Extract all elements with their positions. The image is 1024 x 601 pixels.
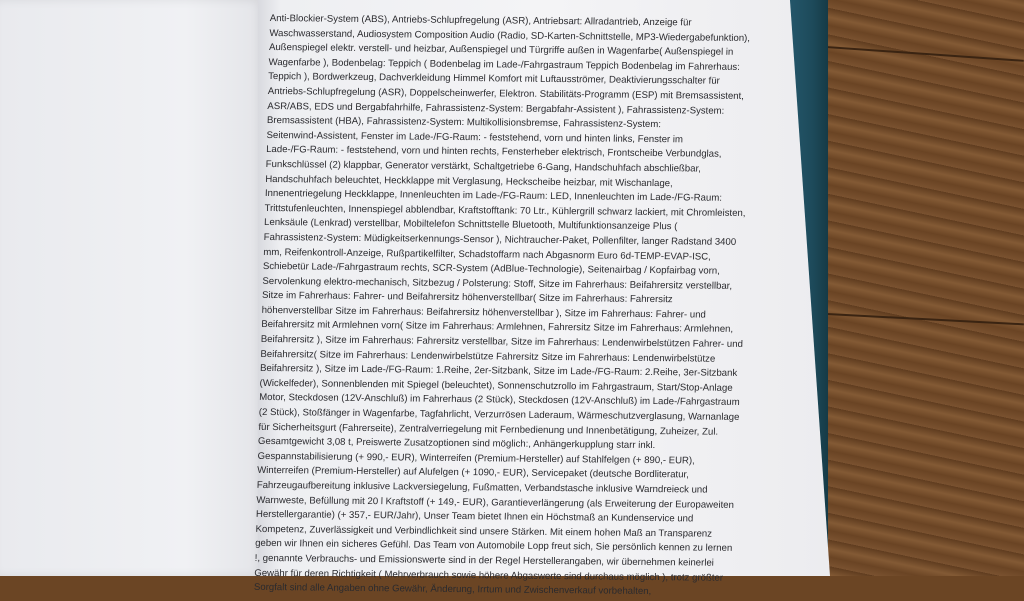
text-line: Trittstufenleuchten, Innenspiegel abblendbar, Kraftstofftank: 70 Ltr., Kühlergrill schwarz lackiert, mit Chromleisten,	[264, 202, 746, 219]
text-line: !, genannte Verbrauchs- und Emissionswerte sind in der Regel Herstellerangaben, wir übernehmen keinerlei	[254, 552, 715, 569]
text-line: Motor, Steckdosen (12V-Anschluß) im Fahrerhaus (2 Stück), Steckdosen (12V-Anschluß) im Lade-/Fahrgastraum	[259, 392, 740, 409]
text-line: Antriebs-Schlupfregelung (ASR), Doppelscheinwerfer, Elektron. Stabilitäts-Programm (ESP) mit Bremsassistent,	[267, 85, 745, 102]
text-line: Sorgfalt sind alle Angaben ohne Gewähr, Änderung, Irrtum und Zwischenverkauf vorbehalten,	[253, 582, 652, 598]
text-line: Teppich ), Bordwerkzeug, Dachverkleidung Himmel Komfort mit Luftausströmer, Deaktivierungsschalter für	[268, 71, 720, 88]
text-line: höhenverstellbar Sitze im Fahrerhaus: Beifahrersitz höhenverstellbar ), Sitze im Fahrerhaus: Fahrer- und	[261, 304, 706, 321]
text-line: Warnweste, Befüllung mit 20 l Kraftstoff (+ 149,- EUR), Garantieverlängerung (als Erweiterung der Europaweiten	[256, 494, 735, 511]
text-line: geben wir Ihnen ein sicheres Gefühl. Das Team von Automobile Lopp freut sich, Sie persönlich kennen zu lernen	[254, 538, 733, 555]
text-line: Beifahrersitz ), Sitze im Lade-/FG-Raum: 1.Reihe, 2er-Sitzbank, Sitze im Lade-/FG-Raum: 2.Reihe, 3er-Sitzbank	[259, 363, 738, 380]
text-line: Fahrzeugaufbereitung inklusive Lackversiegelung, Fußmatten, Verbandstasche inklusive Warndreieck und	[256, 479, 708, 496]
text-line: Wagenfarbe ), Bodenbelag: Teppich ( Bodenbelag im Lade-/Fahrgastraum Teppich Bodenbelag im Fahrerhaus:	[268, 56, 741, 73]
text-line: Gesamtgewicht 3,08 t, Preiswerte Zusatzoptionen sind möglich:, Anhängerkupplung starr inkl.	[257, 436, 656, 452]
text-line: Außenspiegel elektr. verstell- und heizbar, Außenspiegel und Türgriffe außen in Wagenfarbe( Außenspiegel in	[268, 42, 734, 59]
text-line: (2 Stück), Stoßfänger in Wagenfarbe, Tagfahrlicht, Verzurrösen Laderaum, Wärmeschutzverglasung, Warnanlage	[258, 406, 740, 423]
text-line: Beifahrersitz ), Sitze im Fahrerhaus: Fahrersitz verstellbar, Sitze im Fahrerhaus: Lendenwirbelstützen Fahrer- und	[260, 333, 743, 351]
text-line: Fahrassistenz-System: Müdigkeitserkennungs-Sensor ), Nichtraucher-Paket, Pollenfilter, langer Radstand 3400	[263, 231, 737, 248]
plank-seam	[820, 313, 1024, 326]
left-page	[0, 0, 265, 576]
text-line: Waschwasserstand, Audiosystem Composition Audio (Radio, SD-Karten-Schnittstelle, MP3-Wiedergabefunktion),	[269, 27, 751, 44]
text-line: Gespannstabilisierung (+ 990,- EUR), Winterreifen (Premium-Hersteller) auf Stahlfelgen (+ 890,- EUR),	[257, 450, 695, 467]
plank-seam	[800, 44, 1024, 62]
text-line: Funkschlüssel (2) klappbar, Generator verstärkt, Schaltgetriebe 6-Gang, Handschuhfach abschließbar,	[265, 158, 702, 175]
text-line: Bremsassistent (HBA), Fahrassistenz-System: Multikollisionsbremse, Fahrassistenz-System:	[266, 115, 662, 131]
text-line: Gewähr für deren Richtigkeit ( Mehrverbrauch sowie höhere Abgaswerte sind durchaus möglich ), trotz größter	[254, 567, 724, 584]
text-line: Lenksäule (Lenkrad) verstellbar, Mobiltelefon Schnittstelle Bluetooth, Multifunktionsanzeige Plus (	[263, 217, 678, 233]
text-line: für Sicherheitsgurt (Fahrerseite), Zentralverriegelung mit Fernbedienung und Innenbetätigung, Zuheizer, Zul.	[258, 421, 719, 438]
text-line: Beifahrersitz mit Armlehnen vorn( Sitze im Fahrerhaus: Armlehnen, Fahrersitz Sitze im Fahrerhaus: Armlehnen,	[261, 319, 734, 336]
text-line: (Wickelfeder), Sonnenblenden mit Spiegel (beleuchtet), Sonnenschutzrollo im Fahrgastraum, Start/Stop-Anlage	[259, 377, 733, 394]
text-line: Seitenwind-Assistent, Fenster im Lade-/FG-Raum: - feststehend, vorn und hinten links, Fenster im	[266, 129, 684, 146]
text-line: Lade-/FG-Raum: - feststehend, vorn und hinten rechts, Fensterheber elektrisch, Frontscheibe Verbundglas,	[265, 144, 722, 161]
text-line: Sitze im Fahrerhaus: Fahrer- und Beifahrersitz höhenverstellbar( Sitze im Fahrerhaus: Fahrersitz	[261, 290, 673, 306]
text-line: Winterreifen (Premium-Hersteller) auf Alufelgen (+ 1090,- EUR), Servicepaket (deutsche Bordliteratur,	[257, 465, 689, 481]
text-line: mm, Reifenkontroll-Anzeige, Rußpartikelfilter, Schadstoffarm nach Abgasnorm Euro 6d-TEMP-EVAP-ISC,	[263, 246, 711, 263]
document-text	[254, 12, 790, 601]
text-line: Schiebetür Lade-/Fahrgastraum rechts, SCR-System (AdBlue-Technologie), Seitenairbag / Kopfairbag vorn,	[262, 261, 721, 277]
text-line: Herstellergarantie) (+ 357,- EUR/Jahr), Unser Team bietet Ihnen ein Höchstmaß an Kundenservice und	[255, 509, 694, 525]
text-line: Servolenkung elektro-mechanisch, Sitzbezug / Polsterung: Stoff, Sitze im Fahrerhaus: Beifahrersitz verstellbar,	[262, 275, 733, 292]
text-line: Beifahrersitz( Sitze im Fahrerhaus: Lendenwirbelstütze Fahrersitz Sitze im Fahrerhaus: Lendenwirbelstütze	[260, 348, 716, 365]
text-line: Kompetenz, Zuverlässigkeit und Verbindlichkeit sind unsere Stärken. Mit einem hohen Maß an Transparenz	[255, 523, 713, 540]
text-line: Anti-Blockier-System (ABS), Antriebs-Schlupfregelung (ASR), Antriebsart: Allradantrieb, Anzeige für	[269, 12, 692, 29]
text-line: Handschuhfach beleuchtet, Heckklappe mit Verglasung, Heckscheibe heizbar, mit Wischanlage,	[265, 173, 673, 189]
text-line: ASR/ABS, EDS und Bergabfahrhilfe, Fahrassistenz-System: Bergabfahr-Assistent ), Fahrassistenz-System:	[267, 100, 725, 117]
text-line: Innenentriegelung Heckklappe, Innenleuchten im Lade-/FG-Raum: LED, Innenleuchten im Lade-/FG-Raum:	[264, 188, 723, 204]
